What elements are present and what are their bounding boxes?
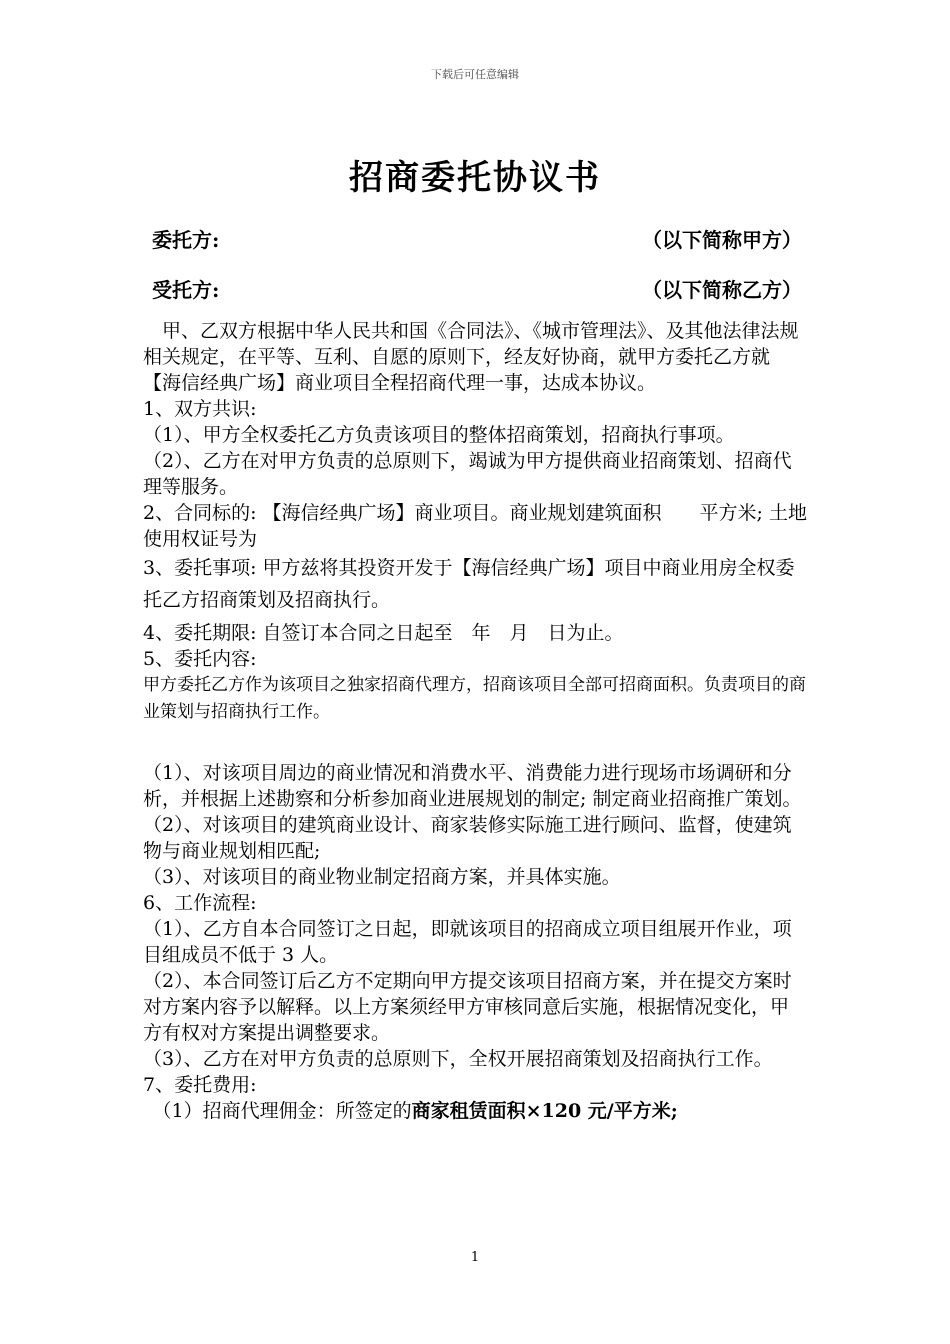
party-b-note: （以下简称乙方） [642, 278, 802, 302]
section-heading: 5、委托内容: [143, 648, 257, 670]
section-heading: 7、委托费用: [143, 1074, 257, 1096]
page-number: 1 [470, 1250, 480, 1265]
clause: （1）、甲方全权委托乙方负责该项目的整体招商策划，招商执行事项。 [143, 424, 735, 446]
clause: （3）、乙方在对甲方负责的总原则下，全权开展招商策划及招商执行工作。 [143, 1048, 773, 1070]
document-body [143, 318, 807, 1124]
intro-paragraph: 甲、乙双方根据中华人民共和国《合同法》、《城市管理法》、及其他法律法规相关规定，在平等、互利、自愿的原则下，经友好协商，就甲方委托乙方就【海信经典广场】商业项目全程招商代理一事，达成本协议。 [143, 320, 799, 394]
document-title: 招商委托协议书 [349, 158, 601, 198]
fee-prefix: （1）招商代理佣金：所签定的 [143, 1100, 412, 1122]
party-a-note: （以下简称甲方） [642, 228, 802, 252]
clause: （2）、乙方在对甲方负责的总原则下，竭诚为甲方提供商业招商策划、招商代理等服务。 [143, 450, 792, 498]
clause: （1）、乙方自本合同签订之日起，即就该项目的招商成立项目组展开作业，项目组成员不低于 3 人。 [143, 918, 792, 966]
clause: 3、委托事项: 甲方兹将其投资开发于【海信经典广场】项目中商业用房全权委托乙方招商策划及招商执行。 [143, 557, 795, 611]
party-b-row [152, 274, 802, 303]
clause: （3）、对该项目的商业物业制定招商方案，并具体实施。 [143, 866, 621, 888]
page-header: 下载后可任意编辑 [431, 68, 519, 81]
spacer [143, 726, 807, 760]
clause: （1）、对该项目周边的商业情况和消费水平、消费能力进行现场市场调研和分析，并根据上述勘察和分析参加商业进展规划的制定; 制定商业招商推广策划。 [143, 762, 802, 810]
clause: （2）、对该项目的建筑商业设计、商家装修实际施工进行顾问、监督，使建筑物与商业规划相匹配; [143, 814, 792, 862]
section-heading: 1、双方共识: [143, 398, 257, 420]
clause: （2）、本合同签订后乙方不定期向甲方提交该项目招商方案，并在提交方案时对方案内容予以解释。以上方案须经甲方审核同意后实施，根据情况变化，甲方有权对方案提出调整要求。 [143, 970, 792, 1044]
party-b-label: 受托方: [152, 278, 220, 302]
clause: 甲方委托乙方作为该项目之独家招商代理方，招商该项目全部可招商面积。负责项目的商业策划与招商执行工作。 [143, 675, 806, 722]
fee-line [143, 1098, 807, 1124]
fee-bold: 商家租赁面积×120 元/平方米; [411, 1100, 678, 1122]
clause: 2、合同标的: 【海信经典广场】商业项目。商业规划建筑面积 平方米; 土地使用权证号为 [143, 502, 807, 550]
clause: 4、委托期限: 自签订本合同之日起至 年 月 日为止。 [143, 622, 624, 644]
section-heading: 6、工作流程: [143, 892, 257, 914]
party-a-row [152, 224, 802, 253]
party-a-label: 委托方: [152, 228, 220, 252]
